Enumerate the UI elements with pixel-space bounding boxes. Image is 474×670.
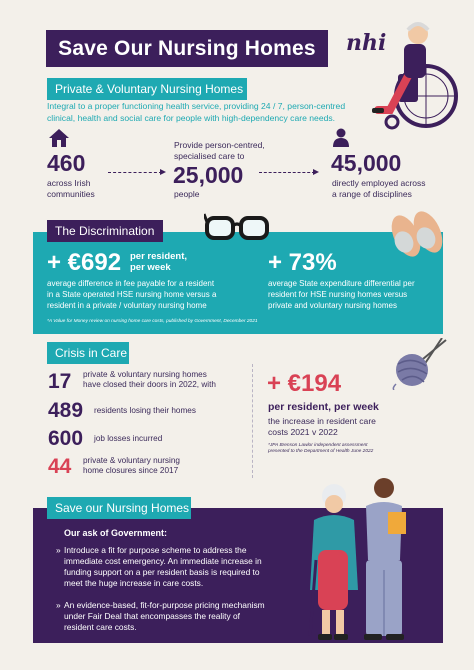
glasses-icon <box>204 210 270 246</box>
stat-nursing-homes-text-1: across Irish <box>47 178 91 188</box>
divider-line <box>252 364 253 478</box>
stat-people-pre-2: specialised care to <box>174 151 245 161</box>
arrow-divider <box>259 172 315 173</box>
section-label-save: Save our Nursing Homes <box>47 497 191 519</box>
nhi-logo: nhi <box>346 30 387 56</box>
crisis-footnote-2: presented to the Department of Health June 2022 <box>268 449 374 454</box>
discrimination-footnote: *A Value for Money review on nursing home care costs, published by Government, December 2021 <box>47 319 258 324</box>
crisis-right-text <box>268 416 398 438</box>
discrimination-left-big: + €692 <box>47 249 122 276</box>
bullet-mark: » <box>56 545 61 555</box>
crisis-number-4: 44 <box>48 455 72 478</box>
crisis-text-3: job losses incurred <box>94 434 163 443</box>
carer-and-elderly-woman-illustration <box>296 460 416 644</box>
stat-employed-number: 45,000 <box>331 150 402 176</box>
discrimination-right-line-2: resident for HSE nursing homes versus <box>268 290 408 299</box>
crisis-right-sub: per resident, per week <box>268 401 379 413</box>
stat-nursing-homes-text-2: communities <box>47 189 95 199</box>
ask-bullet-2 <box>56 600 290 633</box>
crisis-number-1: 17 <box>48 370 72 393</box>
discrimination-right-line-1: average State expenditure differential per <box>268 279 415 288</box>
ask-bullet-1 <box>56 545 290 589</box>
discrimination-left-sub-1: per resident, <box>130 251 188 262</box>
arrow-divider <box>108 172 162 173</box>
crisis-right-line-2: costs 2021 v 2022 <box>268 427 338 437</box>
house-icon <box>48 128 70 148</box>
ask-heading: Our ask of Government: <box>64 528 168 538</box>
stat-people-pre-1: Provide person-centred, <box>174 140 265 150</box>
ask-bullet-1-line-2: immediate cost emergency. An immediate increase in <box>64 556 262 566</box>
ask-bullet-2-line-3: resident care costs. <box>64 622 137 632</box>
crisis-text-2: residents losing their homes <box>94 406 196 415</box>
yarn-ball-icon <box>392 338 448 390</box>
crisis-text-1b: have closed their doors in 2022, with <box>83 380 216 389</box>
intro-text: Integral to a proper functioning health service, providing 24 / 7, person-centred clinical, health and social care for people with high-dependency care needs. <box>47 101 346 123</box>
crisis-right-line-1: the increase in resident care <box>268 416 376 426</box>
page-title: Save Our Nursing Homes <box>46 30 328 67</box>
discrimination-left-line-3: resident in a private / voluntary nursing home <box>47 301 207 310</box>
ask-bullet-2-line-2: under Fair Deal that encompasses the reality of <box>64 611 240 621</box>
discrimination-left-line-1: average difference in fee payable for a resident <box>47 279 215 288</box>
ask-bullet-2-line-1: An evidence-based, fit-for-purpose pricing mechanism <box>64 600 265 610</box>
crisis-footnote <box>268 443 408 455</box>
stat-nursing-homes-number: 460 <box>47 150 86 176</box>
section-label-private-voluntary: Private & Voluntary Nursing Homes <box>47 78 247 100</box>
wheelchair-person-illustration <box>368 14 468 134</box>
stat-employed-text-2: a range of disciplines <box>332 189 412 199</box>
stat-people-number: 25,000 <box>173 162 244 188</box>
discrimination-right-line-3: private and voluntary nursing homes <box>268 301 397 310</box>
ask-bullet-1-line-3: funding support on a per resident basis is required to <box>64 567 260 577</box>
crisis-number-3: 600 <box>48 427 84 450</box>
ask-bullet-1-line-4: meet the huge increase in care costs. <box>64 578 204 588</box>
crisis-footnote-1: *JPA Brenson Lawlor independent assessment <box>268 443 368 448</box>
crisis-right-big: + €194 <box>267 370 342 397</box>
stat-people-text: people <box>174 189 200 199</box>
discrimination-left-sub-2: per week <box>130 262 171 273</box>
person-icon <box>332 128 350 148</box>
bullet-mark: » <box>56 600 61 610</box>
discrimination-left-line-2: in a State operated HSE nursing home versus a <box>47 290 217 299</box>
crisis-text-1a: private & voluntary nursing homes <box>83 370 207 379</box>
section-label-discrimination: The Discrimination <box>47 220 163 242</box>
ask-bullet-1-line-1: Introduce a fit for purpose scheme to address the <box>64 545 247 555</box>
crisis-text-4a: private & voluntary nursing <box>83 456 180 465</box>
slippers-icon <box>388 206 448 262</box>
discrimination-right-big: + 73% <box>268 249 337 276</box>
section-label-crisis: Crisis in Care <box>47 342 129 364</box>
crisis-text-4b: home closures since 2017 <box>83 466 179 475</box>
stat-employed-text-1: directly employed across <box>332 178 426 188</box>
crisis-number-2: 489 <box>48 399 84 422</box>
